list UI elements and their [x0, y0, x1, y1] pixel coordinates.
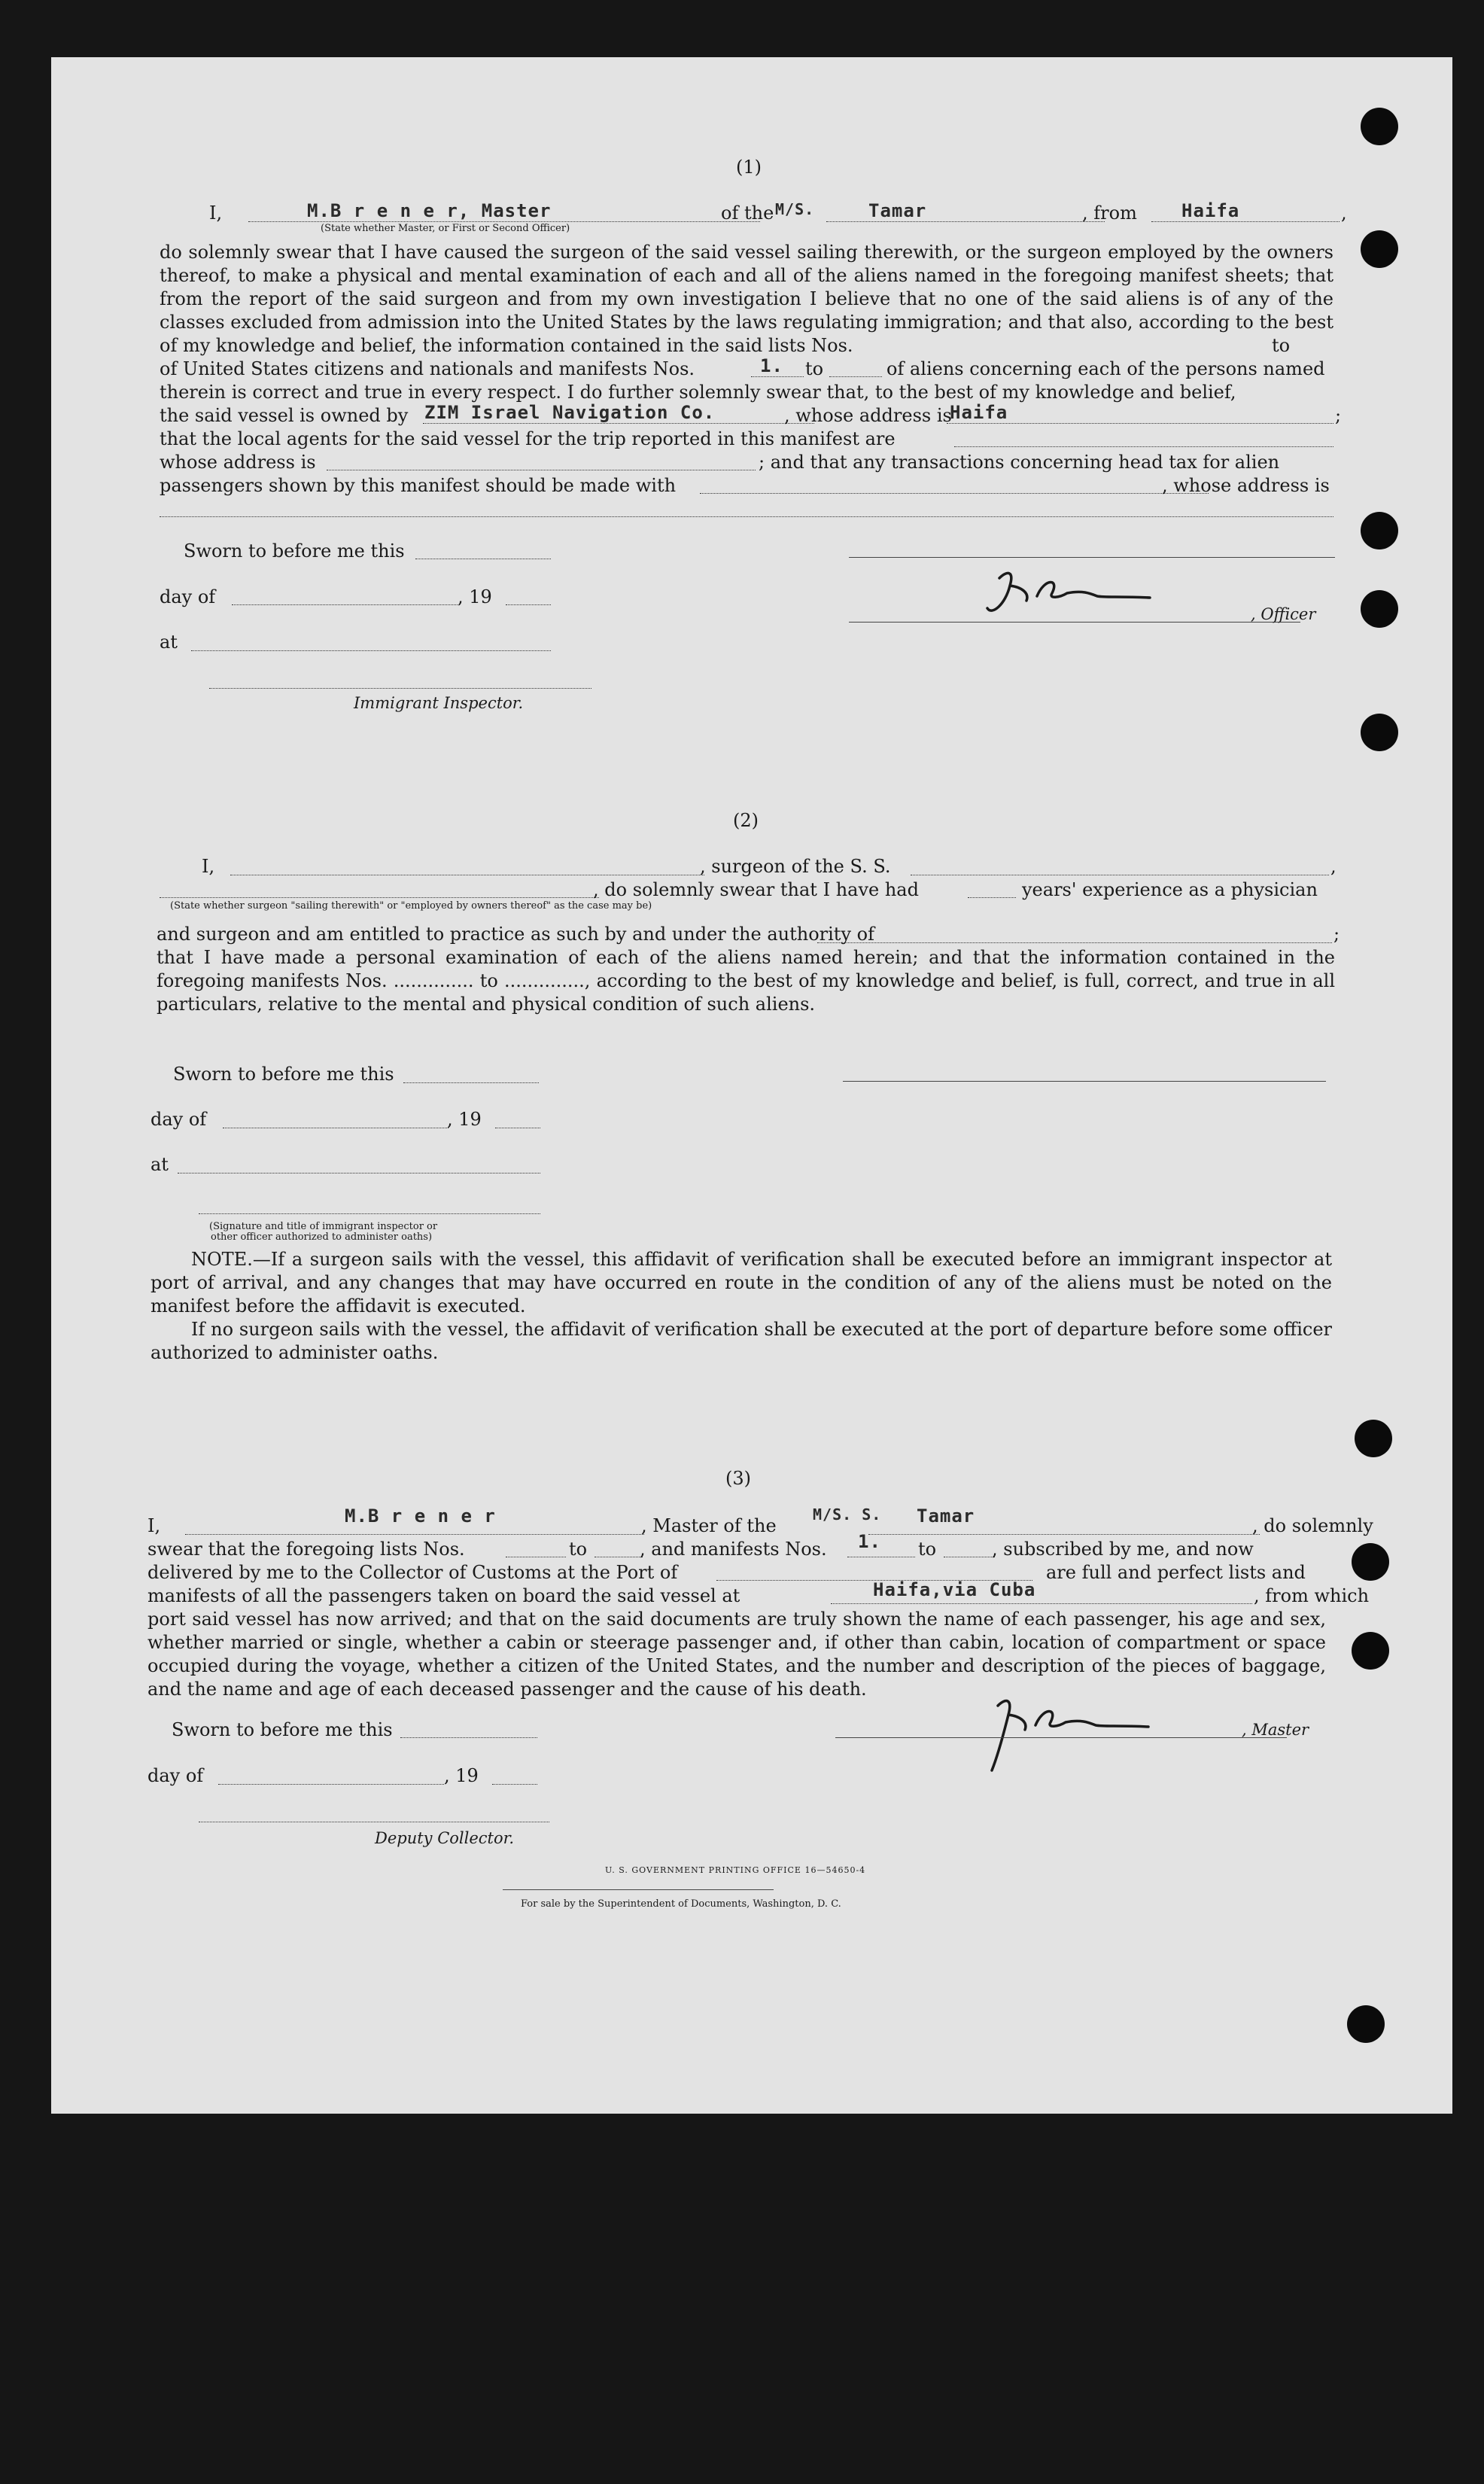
s2-comma: ,: [1330, 856, 1337, 877]
s3-deputy-caption: Deputy Collector.: [375, 1829, 515, 1847]
s3-i-label: I,: [147, 1515, 161, 1536]
s1-year-fill: [506, 604, 551, 605]
s1-owner-line: [423, 423, 814, 424]
s3-year: , 19: [444, 1765, 479, 1786]
punch-hole: [1361, 108, 1398, 145]
s3-paragraph: port said vessel has now arrived; and that on the said documents are truly shown the name of each passenger, his age and sex, whether married or single, whether a cabin or steerage passenger and, if other than cabin, location of compartment or space occupied during the voyage, whether a citizen of the United States, and the number and description of the pieces of baggage, and the name and age of each deceased passenger and the cause of his death.: [147, 1609, 1326, 1700]
s2-at-fill: [178, 1173, 540, 1174]
s3-do-solemnly: , do solemnly: [1252, 1515, 1373, 1536]
s3-line3-a: delivered by me to the Collector of Customs at the Port of: [147, 1562, 678, 1583]
s2-years-fill: [968, 897, 1016, 898]
s3-ship-type: M/S. S.: [813, 1505, 882, 1524]
s3-day-of: day of: [147, 1765, 204, 1786]
s2-type-fill: [160, 897, 599, 898]
s2-day-of: day of: [151, 1109, 207, 1130]
s1-whose-address-is: whose address is: [160, 452, 316, 473]
s1-citizens-b: to: [805, 358, 824, 379]
s1-agents-line: that the local agents for the said vessel for the trip reported in this manifest are: [160, 428, 896, 449]
s1-to-line: [829, 376, 882, 377]
s1-citizens-c: of aliens concerning each of the persons named: [886, 358, 1325, 379]
s1-semicolon: ;: [1335, 405, 1342, 426]
s1-day-of: day of: [160, 586, 216, 607]
s1-at: at: [160, 632, 178, 653]
s1-signature-line-top: [849, 557, 1335, 558]
s1-whose-address-is-2: , whose address is: [1162, 475, 1330, 496]
s2-note-2: If no surgeon sails with the vessel, the affidavit of verification shall be executed at the port of departure before some officer authorized to administer oaths.: [151, 1319, 1332, 1363]
s3-line2-b: to: [569, 1539, 588, 1560]
s3-day-fill: [218, 1784, 444, 1785]
s2-sworn: Sworn to before me this: [173, 1064, 394, 1085]
s3-master-name: M.B r e n e r: [345, 1505, 496, 1527]
s2-surgeon-of: , surgeon of the S. S.: [700, 856, 891, 877]
s3-ship-name: Tamar: [917, 1505, 975, 1527]
s2-year: , 19: [447, 1109, 482, 1130]
s3-master-of: , Master of the: [641, 1515, 777, 1536]
s1-from-line: [1151, 221, 1340, 222]
s2-note-1: NOTE.—If a surgeon sails with the vessel, this affidavit of verification shall be executed before an immigrant inspector at port of arrival, and any changes that may have occurred en route in the condition of any of the aliens must be noted on the manifest before the affidavit is executed.: [151, 1249, 1332, 1317]
s1-port-from: Haifa: [1181, 200, 1240, 221]
s1-from-label: , from: [1082, 202, 1137, 224]
s1-manifest-no: 1.: [760, 355, 783, 376]
s1-ship-name: Tamar: [868, 200, 927, 221]
punch-hole: [1352, 1632, 1389, 1670]
s1-at-fill: [191, 650, 551, 651]
printing-office-note: U. S. GOVERNMENT PRINTING OFFICE 16—54650-4: [605, 1865, 866, 1875]
document-page: [51, 57, 1452, 2114]
s1-passengers-fill: [700, 493, 1209, 494]
footer-rule: [503, 1889, 774, 1890]
s1-officer-line: [849, 622, 1300, 623]
s1-inspector-caption: Immigrant Inspector.: [354, 694, 524, 712]
s3-ship-fill: [868, 1534, 1260, 1535]
s3-line2-c: , and manifests Nos.: [640, 1539, 827, 1560]
s3-master-caption: , Master: [1242, 1721, 1309, 1739]
s1-inspector-line: [209, 688, 591, 689]
section-1-number: (1): [736, 157, 762, 178]
s3-sworn: Sworn to before me this: [172, 1719, 393, 1740]
s2-inspector-line: [199, 1213, 540, 1214]
s1-owner-address: Haifa: [950, 402, 1008, 423]
s3-line4-a: manifests of all the passengers taken on board the said vessel at: [147, 1585, 740, 1606]
s3-line2-a: swear that the foregoing lists Nos.: [147, 1539, 465, 1560]
punch-hole: [1355, 1420, 1392, 1457]
s2-do-swear: , do solemnly swear that I have had: [593, 879, 919, 900]
s3-port-taken: Haifa,via Cuba: [873, 1579, 1036, 1600]
s2-paragraph: that I have made a personal examination of each of the aliens named herein; and that the information contained in the foregoing manifests Nos. .............. to .............., according to the best of my knowledge and belief, is full, correct, and true in all particulars, relative to the mental and physical condition of such aliens.: [157, 947, 1335, 1015]
s1-manifest-line: [751, 376, 804, 377]
s1-passengers-line: passengers shown by this manifest should be made with: [160, 475, 677, 496]
s2-authority-line: and surgeon and am entitled to practice as such by and under the authority of: [157, 924, 874, 945]
s2-years-exp: years' experience as a physician: [1022, 879, 1318, 900]
s3-master-signature: [975, 1688, 1163, 1778]
s1-head-tax: ; and that any transactions concerning head tax for alien: [759, 452, 1280, 473]
s1-sworn: Sworn to before me this: [184, 540, 405, 562]
s2-sworn-fill: [403, 1082, 539, 1083]
s1-ship-line: [826, 221, 1105, 222]
s2-semicolon: ;: [1333, 924, 1340, 945]
section-3-number: (3): [725, 1468, 751, 1489]
s2-surgeon-caption: (State whether surgeon "sailing therewith" or "employed by owners thereof" as the case may be): [170, 900, 652, 912]
s3-name-fill: [185, 1534, 644, 1535]
s2-sig-caption-2: other officer authorized to administer oaths): [211, 1231, 433, 1243]
s1-comma: ,: [1341, 202, 1347, 224]
punch-hole: [1347, 2005, 1385, 2043]
s1-correct-line: therein is correct and true in every respect. I do further solemnly swear that, to the best of my knowledge and belief,: [160, 382, 1236, 403]
s3-sworn-fill: [400, 1737, 537, 1738]
punch-hole: [1361, 714, 1398, 751]
s3-line2-d: to: [918, 1539, 937, 1560]
s3-manifest-no: 1.: [858, 1531, 881, 1552]
s2-sig-caption-1: (Signature and title of immigrant inspector or: [209, 1221, 438, 1232]
section-2-number: (2): [733, 810, 759, 831]
s1-master-caption: (State whether Master, or First or Second Officer): [321, 223, 570, 234]
s2-authority-fill: [817, 942, 1332, 943]
s1-officer-caption: , Officer: [1251, 605, 1316, 623]
s3-master-line: [835, 1737, 1287, 1738]
s1-whose-address-label: , whose address is: [784, 405, 952, 426]
s1-of-the: of the: [721, 202, 774, 224]
s1-paragraph: do solemnly swear that I have caused the surgeon of the said vessel sailing therewith, or the surgeon employed by the owners thereof, to make a physical and mental examination of each and all of the aliens named in the foregoing manifest sheets; that from the report of the said surgeon and from my own investigation I believe that no one of the said aliens is of any of the classes excluded from admission into the United States by the laws regulating immigration; and that also, according to the best of my knowledge and belief, the information contained in the said lists Nos.: [160, 242, 1333, 356]
punch-hole: [1361, 590, 1398, 628]
punch-hole: [1361, 512, 1398, 549]
s1-agents-fill: [954, 446, 1333, 447]
s1-i-label: I,: [209, 202, 223, 224]
s1-owned-by-label: the said vessel is owned by: [160, 405, 409, 426]
s1-year: , 19: [458, 586, 492, 607]
s1-lists-to: to: [1272, 335, 1291, 356]
s2-i-label: I,: [202, 856, 215, 877]
s2-at: at: [151, 1154, 169, 1175]
s1-owner-address-line: [947, 423, 1333, 424]
for-sale-note: For sale by the Superintendent of Documents, Washington, D. C.: [521, 1898, 841, 1910]
s1-master-line: [248, 221, 760, 222]
s1-last-address-fill: [160, 516, 1333, 517]
s3-taken-fill: [831, 1603, 1252, 1604]
s1-owner: ZIM Israel Navigation Co.: [424, 402, 716, 423]
s1-day-fill: [232, 604, 458, 605]
s3-line3-b: are full and perfect lists and: [1046, 1562, 1306, 1583]
s1-ship-type: M/S.: [775, 200, 815, 218]
s3-line2-e: , subscribed by me, and now: [992, 1539, 1254, 1560]
punch-hole: [1361, 230, 1398, 268]
s2-signature-line: [843, 1081, 1326, 1082]
s3-year-fill: [492, 1784, 537, 1785]
s1-citizens-a: of United States citizens and nationals and manifests Nos.: [160, 358, 695, 379]
s1-master-name: M.B r e n e r, Master: [307, 200, 552, 221]
s3-line4-b: , from which: [1254, 1585, 1370, 1606]
s1-officer-signature: [977, 563, 1165, 623]
punch-hole: [1352, 1543, 1389, 1581]
